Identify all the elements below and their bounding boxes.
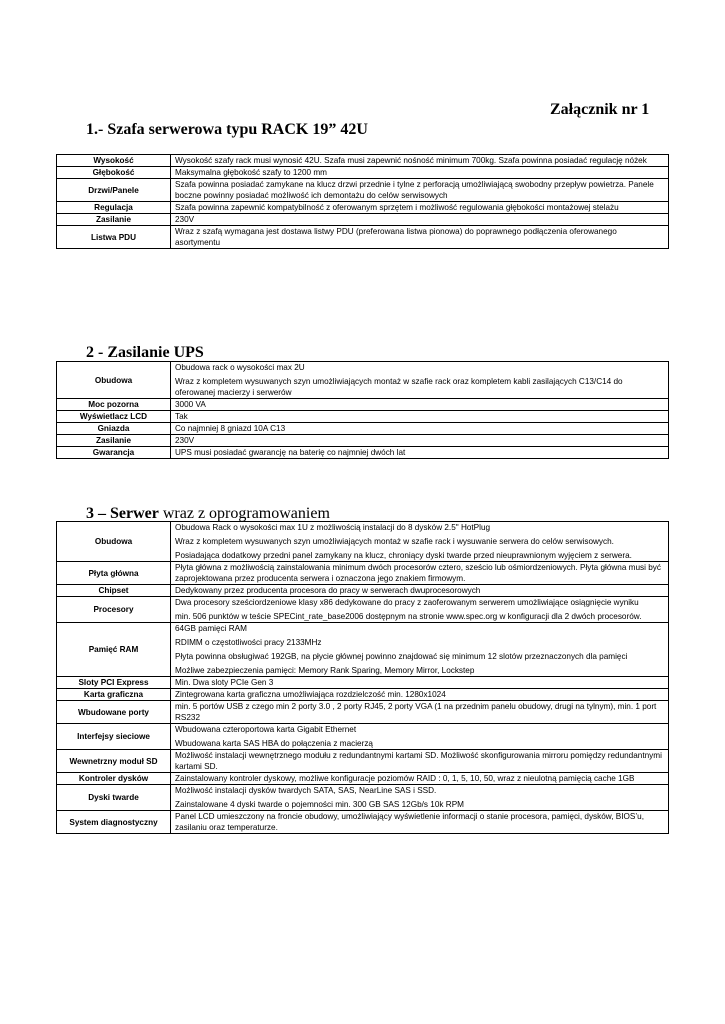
- spec-label: Zasilanie: [57, 214, 171, 226]
- spec-row: [57, 202, 669, 214]
- spec-label: Karta graficzna: [57, 689, 171, 701]
- spec-value-line: Szafa powinna zapewnić kompatybilność z oferowanym sprzętem i możliwość regulowania głębokości montażowej stelażu: [175, 203, 619, 212]
- spec-label: Wewnetrzny moduł SD: [57, 750, 171, 773]
- spec-value: [171, 179, 669, 202]
- spec-value-line: Panel LCD umieszczony na froncie obudowy, umożliwiający wyświetlenie informacji o stanie procesora, pamięci, dysków, BIOS’u, zasilaniu oraz temperaturze.: [175, 812, 645, 832]
- annex-number: Załącznik nr 1: [550, 101, 650, 118]
- spec-value-line: Dwa procesory sześciordzeniowe klasy x86 dedykowane do pracy z zaoferowanym serwerem umożliwiające osiągnięcie wyniku: [175, 598, 639, 607]
- spec-value-line: Co najmniej 8 gniazd 10A C13: [175, 424, 286, 433]
- spec-value: [171, 362, 669, 399]
- spec-value-line: min. 5 portów USB z czego min 2 porty 3.0 , 2 porty RJ45, 2 porty VGA (1 na przednim panelu obudowy, drugi na tylnym), min. 1 port RS232: [175, 702, 657, 722]
- spec-value-line: Możliwe zabezpieczenia pamięci: Memory Rank Sparing, Memory Mirror, Lockstep: [175, 666, 475, 675]
- spec-row: [57, 423, 669, 435]
- spec-value: [171, 202, 669, 214]
- spec-row: [57, 179, 669, 202]
- spec-value-line: RDIMM o częstotliwości pracy 2133MHz: [175, 638, 322, 647]
- spec-value-line: Płyta powinna obsługiwać 192GB, na płycie głównej powinno znajdować się minimum 12 slotów przeznaczonych dla pamięci: [175, 652, 628, 661]
- spec-row: [57, 447, 669, 459]
- spec-row: [57, 677, 669, 689]
- spec-value: [171, 811, 669, 834]
- spec-value-line: UPS musi posiadać gwarancję na baterię co najmniej dwóch lat: [175, 448, 406, 457]
- spec-value-line: Wbudowana karta SAS HBA do połączenia z macierzą: [175, 739, 373, 748]
- spec-label: Gwarancja: [57, 447, 171, 459]
- spec-value: [171, 423, 669, 435]
- spec-value-line: Wbudowana czteroportowa karta Gigabit Ethernet: [175, 725, 357, 734]
- spec-value-line: Płyta główna z możliwością zainstalowania minimum dwóch procesorów cztero, sześcio lub ośmiordzeniowych. Płyta główna musi być zaprojektowana przez producenta serwera i oznaczona jego znakiem firmowym.: [175, 563, 661, 583]
- spec-value: [171, 750, 669, 773]
- spec-value-line: Dedykowany przez producenta procesora do pracy w serwerach dwuprocesorowych: [175, 586, 481, 595]
- spec-row: [57, 362, 669, 399]
- spec-value-line: 230V: [175, 436, 195, 445]
- spec-value-line: Wraz z szafą wymagana jest dostawa listwy PDU (preferowana listwa pionowa) do poprawnego podłączenia oferowanego asortymentu: [175, 227, 617, 247]
- spec-label: Regulacja: [57, 202, 171, 214]
- spec-row: [57, 585, 669, 597]
- spec-label: Kontroler dysków: [57, 773, 171, 785]
- spec-row: [57, 811, 669, 834]
- spec-row: [57, 435, 669, 447]
- spec-table-rack: [56, 154, 669, 249]
- spec-value: [171, 701, 669, 724]
- spec-value: [171, 435, 669, 447]
- spec-value: [171, 689, 669, 701]
- spec-value-line: Obudowa rack o wysokości max 2U: [175, 363, 305, 372]
- spec-value-line: Szafa powinna posiadać zamykane na klucz drzwi przednie i tylne z perforacją umożliwiającą swobodny przepływ powietrza. Panele boczne powinny posiadać możliwość ich demontażu do celów serwisowych: [175, 180, 654, 200]
- spec-value-line: Zainstalowany kontroler dyskowy, możliwe konfiguracje poziomów RAID : 0, 1, 5, 10, 50, wraz z nieulotną pamięcią cache 1GB: [175, 774, 635, 783]
- spec-value-line: Tak: [175, 412, 188, 421]
- spec-row: [57, 562, 669, 585]
- spec-value-line: Min. Dwa sloty PCIe Gen 3: [175, 678, 274, 687]
- spec-label: System diagnostyczny: [57, 811, 171, 834]
- spec-row: [57, 226, 669, 249]
- spec-label: Moc pozorna: [57, 399, 171, 411]
- spec-label: Obudowa: [57, 362, 171, 399]
- spec-row: [57, 701, 669, 724]
- spec-label: Sloty PCI Express: [57, 677, 171, 689]
- spec-label: Wysokość: [57, 155, 171, 167]
- spec-row: [57, 411, 669, 423]
- spec-value: [171, 562, 669, 585]
- spec-value: [171, 411, 669, 423]
- section-heading-rest: wraz z oprogramowaniem: [158, 505, 330, 522]
- spec-value-line: Zintegrowana karta graficzna umożliwiająca rozdzielczość min. 1280x1024: [175, 690, 446, 699]
- spec-row: [57, 399, 669, 411]
- spec-row: [57, 773, 669, 785]
- spec-label: Chipset: [57, 585, 171, 597]
- section-heading-rack: [86, 121, 368, 139]
- spec-row: [57, 750, 669, 773]
- spec-table-server: [56, 521, 669, 834]
- spec-label: Zasilanie: [57, 435, 171, 447]
- spec-row: [57, 623, 669, 677]
- spec-row: [57, 597, 669, 623]
- spec-value-line: Maksymalna głębokość szafy to 1200 mm: [175, 168, 327, 177]
- spec-value-line: 64GB pamięci RAM: [175, 624, 247, 633]
- spec-label: Procesory: [57, 597, 171, 623]
- spec-value-line: min. 506 punktów w teście SPECint_rate_base2006 dostępnym na stronie www.spec.org w konfiguracji dla 2 dwóch procesorów.: [175, 612, 642, 621]
- spec-value-line: Zainstalowane 4 dyski twarde o pojemności min. 300 GB SAS 12Gb/s 10k RPM: [175, 800, 464, 809]
- spec-label: Listwa PDU: [57, 226, 171, 249]
- spec-value-line: Obudowa Rack o wysokości max 1U z możliwością instalacji do 8 dysków 2.5" HotPlug: [175, 523, 491, 532]
- section-heading-ups: [86, 344, 204, 362]
- spec-label: Drzwi/Panele: [57, 179, 171, 202]
- spec-value: [171, 677, 669, 689]
- spec-value: [171, 773, 669, 785]
- spec-row: [57, 155, 669, 167]
- spec-table-ups: [56, 361, 669, 459]
- spec-value-line: Wraz z kompletem wysuwanych szyn umożliwiających montaż w szafie rack oraz kompletem kabli zasilających C13/C14 do oferowanej macierzy i serwerów: [175, 377, 623, 397]
- spec-value: [171, 585, 669, 597]
- spec-value-line: Możliwość instalacji dysków twardych SATA, SAS, NearLine SAS i SSD.: [175, 786, 437, 795]
- spec-label: Dyski twarde: [57, 785, 171, 811]
- section-heading-text: 2 - Zasilanie UPS: [86, 344, 204, 361]
- spec-value: [171, 155, 669, 167]
- spec-value-line: Wysokość szafy rack musi wynosić 42U. Szafa musi zapewnić nośność minimum 700kg. Szafa powinna posiadać regulację nóżek: [175, 156, 647, 165]
- spec-label: Wbudowane porty: [57, 701, 171, 724]
- section-heading-text: 3 – Serwer: [86, 505, 159, 522]
- spec-value-line: 230V: [175, 215, 195, 224]
- spec-value: [171, 399, 669, 411]
- spec-value: [171, 167, 669, 179]
- spec-value: [171, 226, 669, 249]
- spec-label: Wyświetlacz LCD: [57, 411, 171, 423]
- spec-label: Pamięć RAM: [57, 623, 171, 677]
- spec-value: [171, 724, 669, 750]
- spec-label: Obudowa: [57, 522, 171, 562]
- spec-value: [171, 522, 669, 562]
- spec-value-line: Posiadająca dodatkowy przedni panel zamykany na klucz, chroniący dyski twarde przed nieuprawnionym wyjęciem z serwera.: [175, 551, 632, 560]
- spec-value-line: 3000 VA: [175, 400, 206, 409]
- spec-value: [171, 597, 669, 623]
- spec-row: [57, 724, 669, 750]
- spec-label: Gniazda: [57, 423, 171, 435]
- spec-value: [171, 785, 669, 811]
- section-heading-text: 1.- Szafa serwerowa typu RACK 19” 42U: [86, 121, 368, 138]
- spec-value: [171, 447, 669, 459]
- spec-value: [171, 623, 669, 677]
- spec-value: [171, 214, 669, 226]
- spec-value-line: Możliwość instalacji wewnętrznego modułu z redundantnymi kartami SD. Możliwość skonfigurowania mirroru pomiędzy redundantnymi kartami SD.: [175, 751, 662, 771]
- spec-label: Interfejsy sieciowe: [57, 724, 171, 750]
- spec-row: [57, 785, 669, 811]
- spec-value-line: Wraz z kompletem wysuwanych szyn umożliwiających montaż w szafie rack i wysuwanie serwera do celów serwisowych.: [175, 537, 614, 546]
- spec-row: [57, 689, 669, 701]
- spec-row: [57, 522, 669, 562]
- spec-row: [57, 214, 669, 226]
- spec-label: Głębokość: [57, 167, 171, 179]
- spec-label: Płyta główna: [57, 562, 171, 585]
- spec-row: [57, 167, 669, 179]
